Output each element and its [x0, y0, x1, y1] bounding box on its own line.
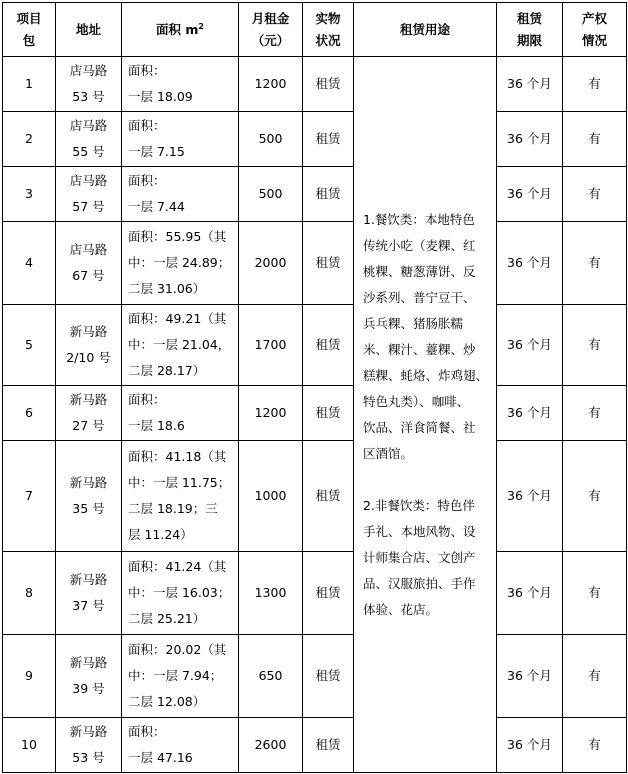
area-line: 二层 28.17） — [128, 363, 206, 378]
header-area — [122, 3, 239, 57]
table-row — [3, 305, 627, 386]
cell-id: 2 — [3, 112, 56, 167]
table-row — [3, 222, 627, 305]
address-line: 新马路 — [69, 324, 108, 339]
cell-status: 租赁 — [303, 718, 354, 773]
cell-property: 有 — [563, 718, 627, 773]
cell-status: 租赁 — [303, 386, 354, 441]
cell-property: 有 — [563, 112, 627, 167]
cell-rent: 1200 — [239, 57, 303, 112]
header-term-line2: 期限 — [516, 32, 542, 48]
cell-term: 36 个月 — [497, 441, 563, 552]
area-line: 一层 18.6 — [128, 418, 185, 433]
area-line: 二层 12.08） — [128, 694, 206, 709]
purpose-line: 沙系列、普宁豆干、 — [363, 289, 476, 305]
cell-status: 租赁 — [303, 112, 354, 167]
table-row — [3, 167, 627, 222]
header-status — [303, 3, 354, 57]
area-line: 二层 31.06） — [128, 281, 206, 296]
cell-address — [56, 635, 122, 718]
header-area-label: 面积 m — [156, 21, 199, 37]
cell-address — [56, 718, 122, 773]
address-line: 2/10 号 — [66, 350, 111, 365]
address-line: 55 号 — [72, 144, 105, 159]
cell-term: 36 个月 — [497, 57, 563, 112]
cell-area — [122, 112, 239, 167]
cell-address — [56, 112, 122, 167]
cell-address — [56, 167, 122, 222]
cell-address — [56, 305, 122, 386]
area-line: 面积： — [128, 724, 166, 739]
cell-address — [56, 552, 122, 635]
header-status-line1: 实物 — [315, 10, 341, 26]
purpose-line: 传统小吃（麦粿、红 — [363, 237, 476, 253]
cell-rent: 1200 — [239, 386, 303, 441]
cell-rent: 500 — [239, 167, 303, 222]
cell-term: 36 个月 — [497, 222, 563, 305]
purpose-line: 特色丸类）、咖啡、 — [363, 393, 470, 409]
cell-area — [122, 552, 239, 635]
header-rent-line2: （元） — [251, 32, 290, 48]
address-line: 店马路 — [69, 173, 108, 188]
address-line: 新马路 — [69, 724, 108, 739]
cell-purpose — [354, 57, 497, 773]
area-line: 面积： — [128, 63, 166, 78]
area-line: 面积： — [128, 118, 166, 133]
cell-address — [56, 57, 122, 112]
table-row — [3, 57, 627, 112]
area-line: 一层 7.15 — [128, 144, 185, 159]
purpose-line: 手礼、本地风物、设 — [363, 523, 476, 539]
cell-area — [122, 305, 239, 386]
address-line: 35 号 — [72, 501, 105, 516]
area-line: 面积：20.02（其 — [128, 642, 227, 657]
cell-id: 3 — [3, 167, 56, 222]
header-address: 地址 — [56, 3, 122, 57]
area-line: 中：一层 7.94； — [128, 668, 223, 683]
header-project — [3, 3, 56, 57]
cell-id: 10 — [3, 718, 56, 773]
cell-property: 有 — [563, 635, 627, 718]
cell-property: 有 — [563, 167, 627, 222]
purpose-line: 糕粿、蚝烙、炸鸡翅、 — [363, 367, 489, 383]
area-line: 一层 18.09 — [128, 89, 193, 104]
cell-area — [122, 718, 239, 773]
address-line: 店马路 — [69, 118, 108, 133]
header-property-line2: 情况 — [581, 32, 607, 48]
purpose-line: 米、粿汁、薹粿、炒 — [363, 341, 476, 357]
area-line: 面积： — [128, 173, 166, 188]
area-line: 中：一层 11.75； — [128, 475, 231, 490]
address-line: 67 号 — [72, 268, 105, 283]
header-rent-line1: 月租金 — [251, 10, 290, 26]
address-line: 53 号 — [72, 750, 105, 765]
area-line: 中：一层 16.03； — [128, 585, 231, 600]
table-row — [3, 441, 627, 552]
header-purpose: 租赁用途 — [354, 3, 497, 57]
cell-property: 有 — [563, 57, 627, 112]
cell-address — [56, 386, 122, 441]
address-line: 57 号 — [72, 199, 105, 214]
cell-id: 4 — [3, 222, 56, 305]
cell-id: 8 — [3, 552, 56, 635]
cell-term: 36 个月 — [497, 112, 563, 167]
cell-term: 36 个月 — [497, 718, 563, 773]
address-line: 27 号 — [72, 418, 105, 433]
cell-status: 租赁 — [303, 441, 354, 552]
area-line: 面积：41.24（其 — [128, 559, 227, 574]
table-row — [3, 552, 627, 635]
cell-rent: 2000 — [239, 222, 303, 305]
cell-area — [122, 441, 239, 552]
header-property — [563, 3, 627, 57]
purpose-line: 兵乓粿、猪肠胀糯 — [363, 315, 464, 331]
header-status-line2: 状况 — [315, 32, 341, 48]
purpose-line: 1.餐饮类：本地特色 — [363, 211, 475, 227]
purpose-line: 桃粿、糖葱薄饼、反 — [363, 263, 476, 279]
area-line: 面积：49.21（其 — [128, 311, 227, 326]
cell-property: 有 — [563, 305, 627, 386]
cell-area — [122, 57, 239, 112]
cell-rent: 1000 — [239, 441, 303, 552]
table-row — [3, 718, 627, 773]
header-area-sup: 2 — [198, 21, 204, 31]
cell-rent: 2600 — [239, 718, 303, 773]
address-line: 店马路 — [69, 242, 108, 257]
header-term — [497, 3, 563, 57]
cell-rent: 1300 — [239, 552, 303, 635]
header-project-line2: 包 — [22, 32, 36, 48]
cell-status: 租赁 — [303, 222, 354, 305]
table-row — [3, 112, 627, 167]
area-line: 面积： — [128, 392, 166, 407]
address-line: 新马路 — [69, 392, 108, 407]
cell-id: 1 — [3, 57, 56, 112]
area-line: 面积：41.18（其 — [128, 449, 227, 464]
area-line: 面积：55.95（其 — [128, 229, 227, 244]
area-line: 一层 47.16 — [128, 750, 193, 765]
address-line: 新马路 — [69, 655, 108, 670]
cell-status: 租赁 — [303, 57, 354, 112]
address-line: 39 号 — [72, 681, 105, 696]
cell-id: 5 — [3, 305, 56, 386]
table-row — [3, 386, 627, 441]
cell-status: 租赁 — [303, 167, 354, 222]
address-line: 新马路 — [69, 572, 108, 587]
header-property-line1: 产权 — [581, 10, 607, 26]
cell-property: 有 — [563, 441, 627, 552]
cell-term: 36 个月 — [497, 635, 563, 718]
cell-term: 36 个月 — [497, 167, 563, 222]
area-line: 中：一层 21.04， — [128, 337, 231, 352]
area-line: 一层 7.44 — [128, 199, 185, 214]
cell-rent: 650 — [239, 635, 303, 718]
table-row — [3, 635, 627, 718]
area-line: 层 11.24） — [128, 527, 193, 542]
purpose-line: 品、汉服旅拍、手作 — [363, 575, 476, 591]
purpose-line: 体验、花店。 — [363, 601, 439, 617]
header-row — [3, 3, 627, 57]
cell-property: 有 — [563, 222, 627, 305]
cell-id: 7 — [3, 441, 56, 552]
cell-term: 36 个月 — [497, 305, 563, 386]
area-line: 二层 25.21） — [128, 611, 206, 626]
address-line: 店马路 — [69, 63, 108, 78]
purpose-line: 2.非餐饮类：特色伴 — [363, 497, 475, 513]
header-project-line1: 项目 — [16, 10, 42, 26]
cell-property: 有 — [563, 552, 627, 635]
cell-term: 36 个月 — [497, 552, 563, 635]
area-line: 中：一层 24.89； — [128, 255, 231, 270]
cell-area — [122, 635, 239, 718]
purpose-line: 计师集合店、文创产 — [363, 549, 476, 565]
header-term-line1: 租赁 — [516, 10, 542, 26]
cell-area — [122, 167, 239, 222]
address-line: 新马路 — [69, 475, 108, 490]
purpose-line: 饮品、洋食简餐、社 — [363, 419, 476, 435]
header-rent — [239, 3, 303, 57]
cell-status: 租赁 — [303, 305, 354, 386]
cell-id: 6 — [3, 386, 56, 441]
cell-address — [56, 441, 122, 552]
cell-address — [56, 222, 122, 305]
purpose-line: 区酒馆。 — [363, 445, 414, 461]
purpose-gap — [363, 467, 488, 493]
cell-status: 租赁 — [303, 552, 354, 635]
lease-table — [2, 2, 627, 773]
cell-property: 有 — [563, 386, 627, 441]
cell-rent: 1700 — [239, 305, 303, 386]
cell-id: 9 — [3, 635, 56, 718]
cell-area — [122, 222, 239, 305]
address-line: 37 号 — [72, 598, 105, 613]
cell-status: 租赁 — [303, 635, 354, 718]
cell-area — [122, 386, 239, 441]
cell-term: 36 个月 — [497, 386, 563, 441]
address-line: 53 号 — [72, 89, 105, 104]
cell-rent: 500 — [239, 112, 303, 167]
area-line: 二层 18.19；三 — [128, 501, 218, 516]
